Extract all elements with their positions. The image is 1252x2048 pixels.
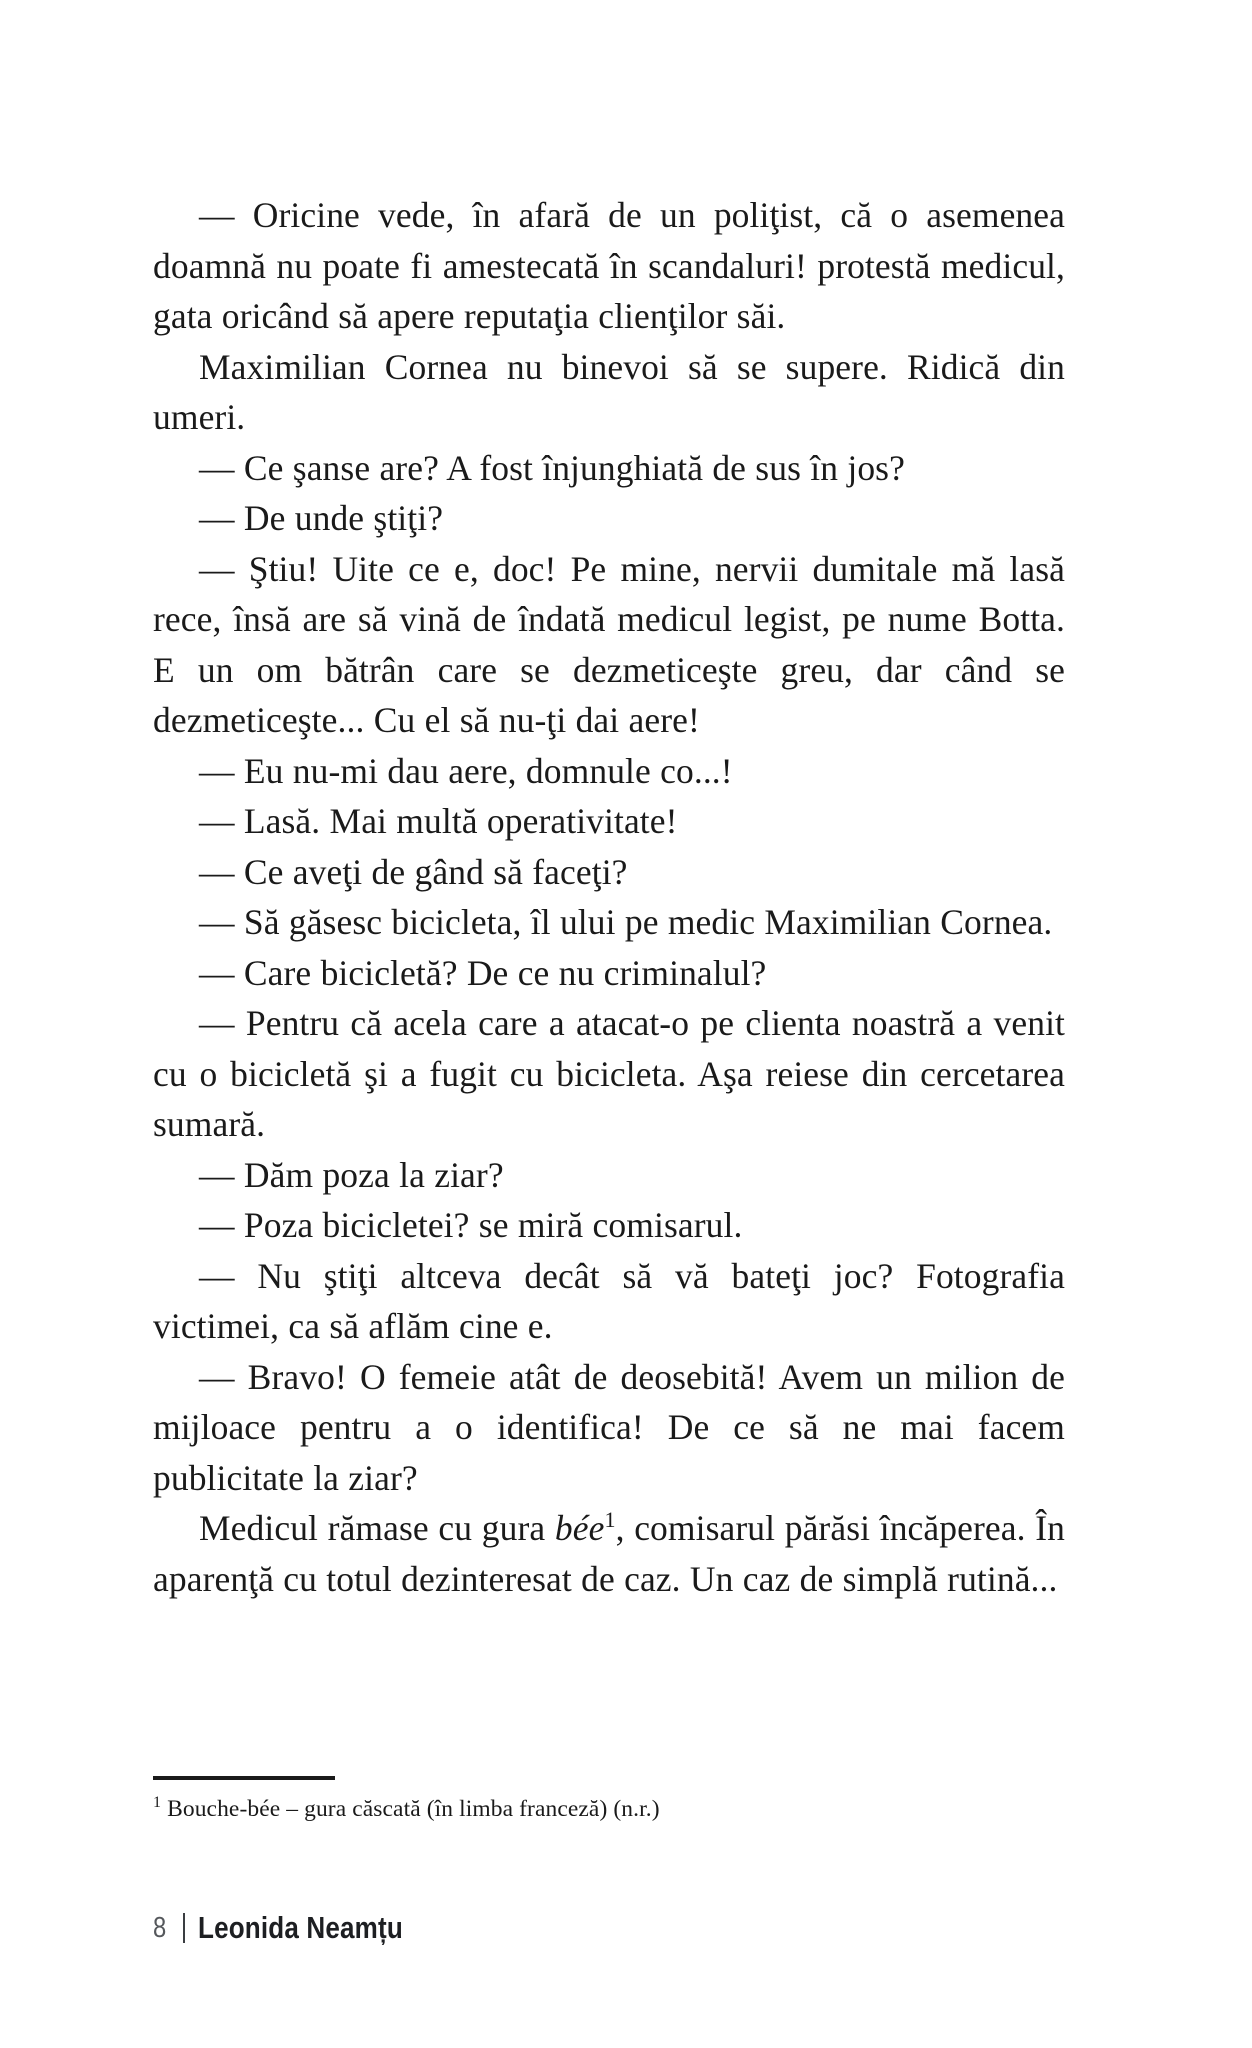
paragraph: — Care bicicletă? De ce nu criminalul? <box>199 952 767 993</box>
page-number: 8 <box>153 1911 167 1944</box>
paragraph-tail-text: , comisarul părăsi încăperea. În aparenţă cu totul dezinteresat de caz. Un caz de simplă rutină... <box>153 1508 1065 1599</box>
footnote-reference-marker[interactable]: 1 <box>604 1507 616 1533</box>
footer-divider <box>183 1913 185 1943</box>
footnote-entry <box>153 1794 1065 1824</box>
footnote-separator-rule <box>153 1776 335 1780</box>
paragraph: — Eu nu-mi dau aere, domnule co...! <box>199 750 733 791</box>
italic-foreign-phrase: bée <box>554 1508 605 1548</box>
paragraph: — Lasă. Mai multă operativitate! <box>199 801 678 841</box>
paragraph: — Pentru că acela care a atacat-o pe clienta noastră a venit cu o bicicletă şi a fugit cu bicicleta. Aşa reiese din cercetarea sumară. <box>153 1003 1065 1144</box>
paragraph: — Dăm poza la ziar? <box>199 1154 504 1195</box>
footnote-number: 1 <box>153 1794 162 1812</box>
paragraph: Maximilian Cornea nu binevoi să se supere. Ridică din umeri. <box>153 346 1065 437</box>
footnote-body-text: Bouche-bée – gura căscată (în limba franceză) (n.r.) <box>161 1796 660 1822</box>
paragraph: — Poza bicicletei? se miră comisarul. <box>199 1205 743 1245</box>
paragraph: — Oricine vede, în afară de un poliţist, că o asemenea doamnă nu poate fi amestecată în scandaluri! protestă medicul, gata oricând să apere reputaţia clienţilor săi. <box>153 195 1065 336</box>
page-text-block <box>153 190 1065 1604</box>
running-footer <box>153 1908 442 1948</box>
paragraph: — Ce aveţi de gând să faceţi? <box>199 851 628 892</box>
paragraph: — Ce şanse are? A fost înjunghiată de sus în jos? <box>199 447 905 488</box>
footer-author-name: Leonida Neamțu <box>197 1910 403 1945</box>
paragraph: — Să găsesc bicicleta, îl ului pe medic Maximilian Cornea. <box>199 902 1053 942</box>
paragraph: — De unde ştiţi? <box>199 498 444 538</box>
paragraph-with-footnote-reference <box>153 1503 1065 1604</box>
footnote-area <box>153 1776 1065 1824</box>
paragraph: — Nu ştiţi altceva decât să vă bateţi joc? Fotografia victimei, ca să aflăm cine e. <box>153 1255 1065 1346</box>
paragraph-lead-text: Medicul rămase cu gura <box>199 1508 555 1548</box>
paragraph: — Bravo! O femeie atât de deosebită! Avem un milion de mijloace pentru a o identifica! De ce să ne mai facem publicitate la ziar? <box>153 1356 1065 1498</box>
paragraph: — Ştiu! Uite ce e, doc! Pe mine, nervii dumitale mă lasă rece, însă are să vină de îndată medicul legist, pe nume Botta. E un om bătrân care se dezmeticeşte greu, dar când se dezmeticeşte... Cu el să nu-ţi dai aere! <box>153 548 1065 740</box>
